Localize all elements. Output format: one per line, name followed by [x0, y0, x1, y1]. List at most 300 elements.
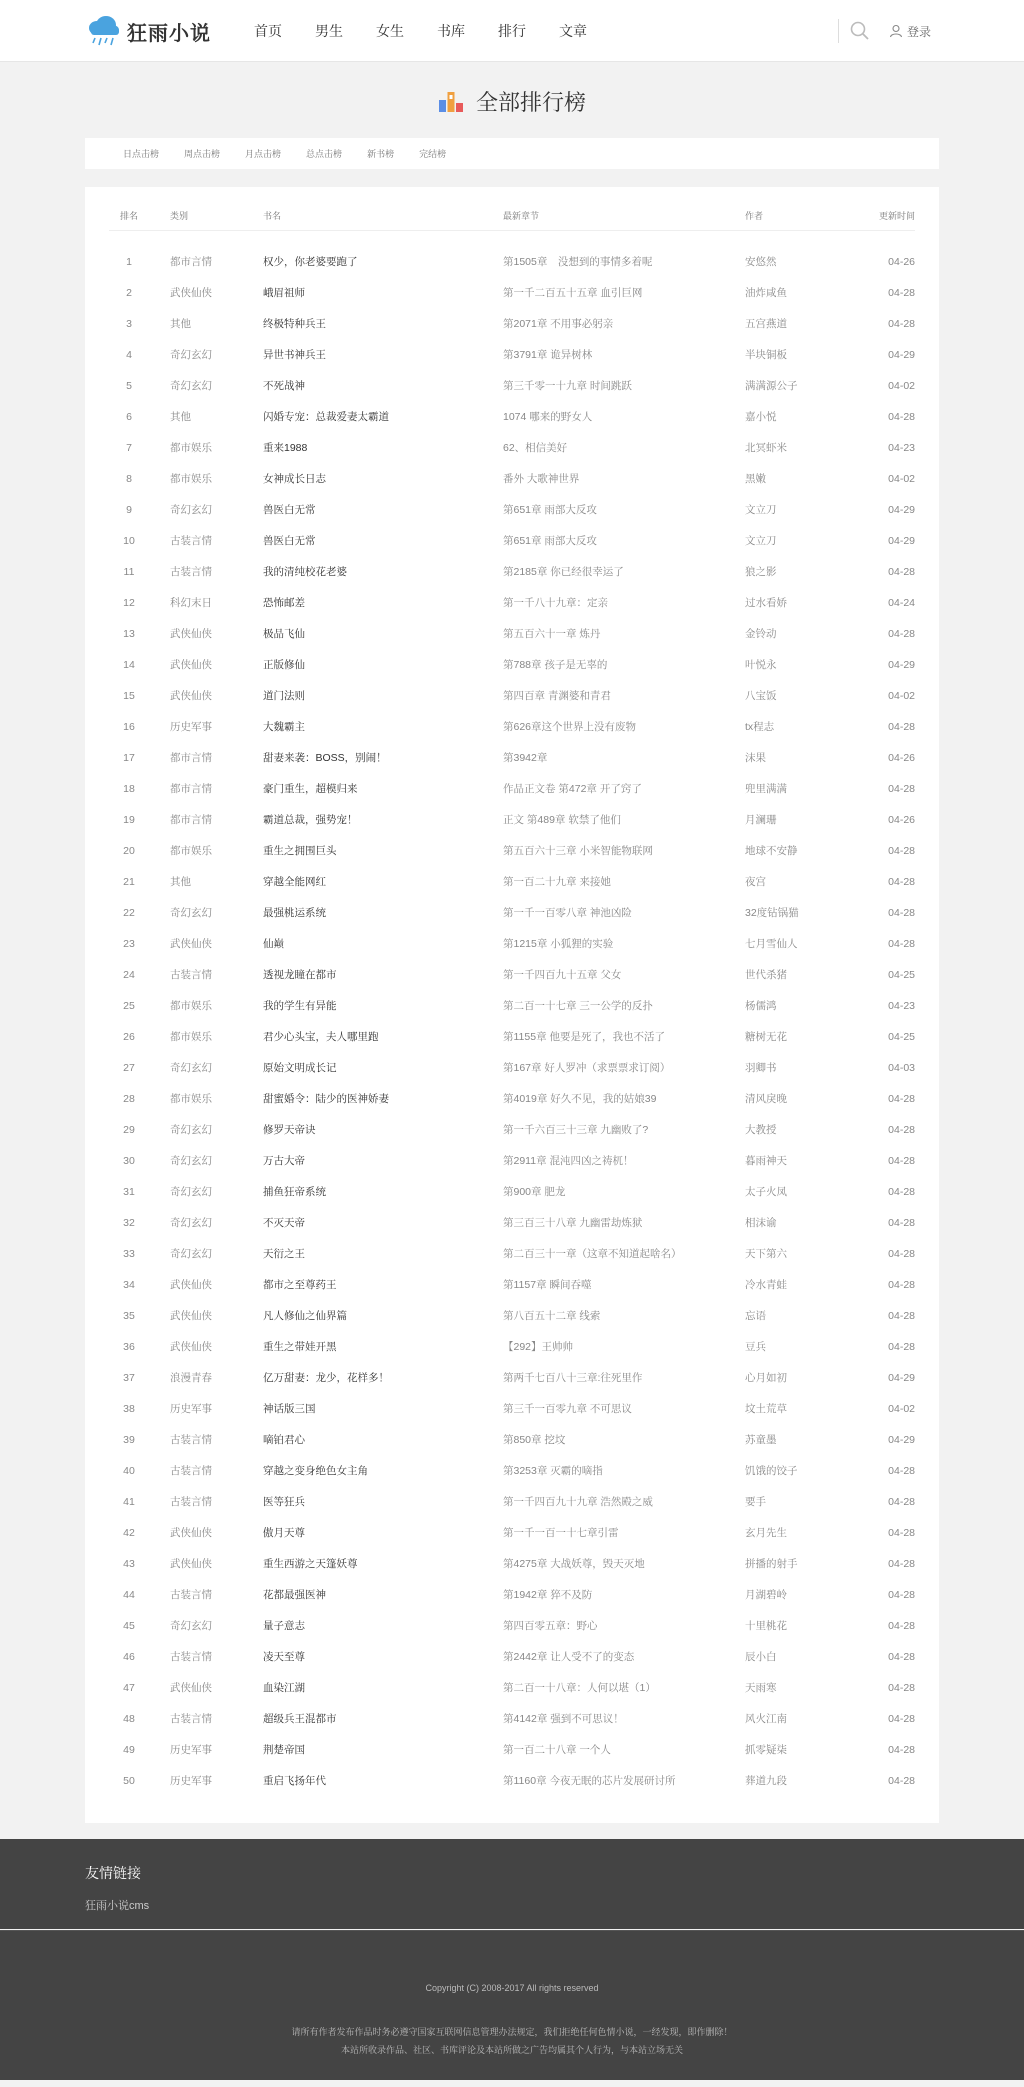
row-category[interactable]: 武侠仙侠 [170, 938, 212, 950]
row-rank: 10 [123, 535, 135, 547]
row-category[interactable]: 古装言情 [170, 1465, 212, 1477]
row-latest-chapter[interactable]: 作品正文卷 第472章 开了窍了 [503, 783, 642, 795]
row-category[interactable]: 都市娱乐 [170, 442, 212, 454]
row-latest-chapter[interactable]: 第1160章 今夜无眠的芯片发展研讨所 [503, 1775, 676, 1787]
row-latest-chapter[interactable]: 第3942章 [503, 752, 548, 764]
row-author[interactable]: 月澜珊 [745, 814, 777, 826]
table-row [85, 774, 939, 805]
row-book-title[interactable]: 女神成长日志 [263, 473, 326, 485]
row-latest-chapter[interactable]: 正文 第489章 软禁了他们 [503, 814, 621, 826]
row-author[interactable]: 八宝饭 [745, 690, 777, 702]
row-update-time: 04-29 [888, 535, 915, 547]
row-author[interactable]: 月湖碧岭 [745, 1589, 787, 1601]
row-category[interactable]: 历史军事 [170, 1403, 212, 1415]
row-book-title[interactable]: 凡人修仙之仙界篇 [263, 1310, 347, 1322]
nav-home[interactable]: 首页 [254, 23, 282, 39]
row-latest-chapter[interactable]: 第二百一十七章 三一公学的反扑 [503, 1000, 653, 1012]
row-book-title[interactable]: 重来1988 [263, 442, 308, 454]
row-category[interactable]: 其他 [170, 411, 191, 423]
row-category[interactable]: 古装言情 [170, 1589, 212, 1601]
table-row [85, 1146, 939, 1177]
row-author[interactable]: 玄月先生 [745, 1527, 787, 1539]
row-rank: 36 [123, 1341, 135, 1353]
row-book-title[interactable]: 权少，你老婆要跑了 [263, 256, 358, 268]
row-update-time: 04-28 [888, 1124, 915, 1136]
table-row [85, 805, 939, 836]
row-rank: 4 [126, 349, 132, 361]
row-category[interactable]: 武侠仙侠 [170, 1341, 212, 1353]
table-row [85, 1363, 939, 1394]
row-latest-chapter[interactable]: 第626章这个世界上没有废物 [503, 721, 637, 733]
row-author[interactable]: 安悠然 [745, 256, 777, 268]
nav-library[interactable]: 书库 [437, 23, 465, 39]
row-latest-chapter[interactable]: 第850章 挖坟 [503, 1434, 566, 1446]
row-author[interactable]: 天下第六 [745, 1248, 787, 1260]
row-author[interactable]: 辰小白 [745, 1651, 777, 1663]
row-author[interactable]: 要手 [745, 1496, 766, 1508]
row-book-title[interactable]: 霸道总裁，强势宠！ [263, 814, 358, 826]
row-update-time: 04-28 [888, 1527, 915, 1539]
row-category[interactable]: 都市言情 [170, 752, 212, 764]
row-rank: 12 [123, 597, 135, 609]
table-row [85, 1549, 939, 1580]
row-book-title[interactable]: 终极特种兵王 [263, 318, 326, 330]
row-category[interactable]: 科幻末日 [170, 597, 212, 609]
row-category[interactable]: 武侠仙侠 [170, 1682, 212, 1694]
page-title [0, 84, 1024, 118]
row-rank: 32 [123, 1217, 135, 1229]
row-latest-chapter[interactable]: 第一千八十九章：定亲 [503, 597, 608, 609]
search-icon[interactable] [849, 20, 871, 42]
row-book-title[interactable]: 花都最强医神 [263, 1589, 326, 1601]
tab-weekly-clicks[interactable]: 周点击榜 [184, 149, 221, 159]
table-row [85, 929, 939, 960]
row-book-title[interactable]: 捕鱼狂帝系统 [263, 1186, 326, 1198]
row-latest-chapter[interactable]: 第2071章 不用事必躬亲 [503, 318, 614, 330]
user-icon [889, 24, 903, 38]
row-update-time: 04-28 [888, 287, 915, 299]
row-rank: 21 [123, 876, 135, 888]
row-book-title[interactable]: 正版修仙 [263, 659, 305, 671]
row-book-title[interactable]: 大魏霸主 [263, 721, 305, 733]
row-category[interactable]: 古装言情 [170, 1651, 212, 1663]
row-book-title[interactable]: 天衍之王 [263, 1248, 305, 1260]
login-link[interactable] [889, 23, 931, 40]
row-latest-chapter[interactable]: 第一千一百一十七章引雷 [503, 1527, 619, 1539]
row-author[interactable]: 大教授 [745, 1124, 777, 1136]
row-author[interactable]: 太子火凤 [745, 1186, 787, 1198]
row-latest-chapter[interactable]: 第一千一百零八章 神池凶险 [503, 907, 632, 919]
row-category[interactable]: 奇幻玄幻 [170, 1186, 212, 1198]
friend-links-title: 友情链接 [85, 1865, 141, 1881]
row-latest-chapter[interactable]: 1074 哪来的野女人 [503, 411, 593, 423]
row-update-time: 04-28 [888, 318, 915, 330]
row-update-time: 04-28 [888, 1558, 915, 1570]
row-book-title[interactable]: 闪婚专宠：总裁爱妻太霸道 [263, 411, 389, 423]
row-latest-chapter[interactable]: 62、相信美好 [503, 442, 568, 454]
row-latest-chapter[interactable]: 第788章 孩子是无辜的 [503, 659, 608, 671]
row-author[interactable]: 杨儒鸿 [745, 1000, 777, 1012]
row-latest-chapter[interactable]: 第2185章 你已经很幸运了 [503, 566, 624, 578]
row-book-title[interactable]: 荆楚帝国 [263, 1744, 305, 1756]
row-author[interactable]: 饥饿的饺子 [745, 1465, 798, 1477]
row-rank: 31 [123, 1186, 135, 1198]
row-latest-chapter[interactable]: 第二百一十八章：人何以堪（1） [503, 1682, 656, 1694]
row-category[interactable]: 奇幻玄幻 [170, 1062, 212, 1074]
tab-new-books[interactable]: 新书榜 [367, 149, 395, 159]
row-book-title[interactable]: 傲月天尊 [263, 1527, 305, 1539]
row-update-time: 04-24 [888, 597, 915, 609]
row-latest-chapter[interactable]: 第651章 雨部大反攻 [503, 504, 597, 516]
row-update-time: 04-02 [888, 1403, 915, 1415]
row-category[interactable]: 奇幻玄幻 [170, 380, 212, 392]
row-author[interactable]: 夜宫 [745, 876, 766, 888]
table-row [85, 619, 939, 650]
row-latest-chapter[interactable]: 第4275章 大战妖尊，毁天灭地 [503, 1558, 645, 1570]
row-latest-chapter[interactable]: 第3253章 灭霸的嘀指 [503, 1465, 603, 1477]
row-author[interactable]: 心月如初 [745, 1372, 787, 1384]
row-author[interactable]: 坟土荒草 [745, 1403, 787, 1415]
row-book-title[interactable]: 不灭天帝 [263, 1217, 305, 1229]
row-rank: 30 [123, 1155, 135, 1167]
row-latest-chapter[interactable]: 第1155章 他要是死了，我也不活了 [503, 1031, 665, 1043]
row-rank: 29 [123, 1124, 135, 1136]
row-author[interactable]: 暮雨神天 [745, 1155, 787, 1167]
row-category[interactable]: 古装言情 [170, 969, 212, 981]
row-latest-chapter[interactable]: 第1157章 瞬间吞噬 [503, 1279, 592, 1291]
row-book-title[interactable]: 原始文明成长记 [263, 1062, 337, 1074]
row-author[interactable]: 兜里满满 [745, 783, 787, 795]
row-author[interactable]: 北冥虾米 [745, 442, 787, 454]
row-latest-chapter[interactable]: 第三千一百零九章 不可思议 [503, 1403, 632, 1415]
row-book-title[interactable]: 不死战神 [263, 380, 305, 392]
row-rank: 7 [126, 442, 132, 454]
row-book-title[interactable]: 仙巅 [263, 938, 284, 950]
nav-ranking[interactable]: 排行 [498, 23, 526, 39]
row-latest-chapter[interactable]: 第一千四百九十五章 父女 [503, 969, 622, 981]
row-update-time: 04-02 [888, 473, 915, 485]
row-update-time: 04-28 [888, 721, 915, 733]
row-author[interactable]: 葬道九段 [745, 1775, 787, 1787]
row-category[interactable]: 古装言情 [170, 1713, 212, 1725]
row-book-title[interactable]: 最强桃运系统 [263, 907, 326, 919]
row-author[interactable]: 过水看娇 [745, 597, 787, 609]
row-author[interactable]: 满满源公子 [745, 380, 798, 392]
row-rank: 42 [123, 1527, 135, 1539]
row-book-title[interactable]: 极品飞仙 [263, 628, 305, 640]
row-author[interactable]: 地球不安静 [745, 845, 798, 857]
row-book-title[interactable]: 甜妻来袭：BOSS，别闹！ [263, 752, 387, 764]
row-category[interactable]: 古装言情 [170, 535, 212, 547]
row-author[interactable]: 叶悦永 [745, 659, 777, 671]
row-book-title[interactable]: 透视龙瞳在都市 [263, 969, 337, 981]
header-rank: 排名 [119, 211, 138, 221]
row-rank: 49 [123, 1744, 135, 1756]
row-category[interactable]: 武侠仙侠 [170, 287, 212, 299]
row-book-title[interactable]: 血染江湖 [263, 1682, 305, 1694]
row-book-title[interactable]: 道门法则 [263, 690, 305, 702]
row-rank: 47 [123, 1682, 135, 1694]
site-footer [0, 1930, 1024, 2080]
table-row [85, 278, 939, 309]
table-row [85, 1270, 939, 1301]
header-actions [838, 18, 931, 44]
row-rank: 45 [123, 1620, 135, 1632]
row-author[interactable]: 金铃动 [745, 628, 777, 640]
row-category[interactable]: 古装言情 [170, 1496, 212, 1508]
row-author[interactable]: 天雨寒 [745, 1682, 777, 1694]
row-category[interactable]: 奇幻玄幻 [170, 1124, 212, 1136]
row-author[interactable]: 清风戾晚 [745, 1093, 787, 1105]
row-latest-chapter[interactable]: 第3791章 诡异树林 [503, 349, 593, 361]
row-author[interactable]: 七月雪仙人 [745, 938, 798, 950]
row-author[interactable]: 半块铜板 [745, 349, 787, 361]
row-author[interactable]: 沫果 [745, 752, 766, 764]
row-rank: 19 [123, 814, 135, 826]
row-latest-chapter[interactable]: 第四百章 青渊婆和青君 [503, 690, 611, 702]
tab-completed[interactable]: 完结榜 [419, 149, 447, 159]
row-latest-chapter[interactable]: 第一百二十九章 来接她 [503, 876, 611, 888]
row-author[interactable]: 苏童墨 [745, 1434, 777, 1446]
row-rank: 2 [126, 287, 132, 299]
table-row [85, 402, 939, 433]
row-book-title[interactable]: 峨眉祖师 [263, 287, 305, 299]
row-author[interactable]: 冷水青蛙 [745, 1279, 787, 1291]
table-row [85, 588, 939, 619]
row-category[interactable]: 都市言情 [170, 783, 212, 795]
row-category[interactable]: 武侠仙侠 [170, 690, 212, 702]
row-category[interactable]: 都市娱乐 [170, 473, 212, 485]
row-author[interactable]: 黑嫩 [745, 473, 766, 485]
row-book-title[interactable]: 神话版三国 [263, 1403, 316, 1415]
row-latest-chapter[interactable]: 番外 大歌神世界 [503, 473, 580, 485]
divider [838, 19, 839, 43]
row-book-title[interactable]: 重启飞扬年代 [263, 1775, 326, 1787]
row-book-title[interactable]: 万古大帝 [263, 1155, 305, 1167]
row-author[interactable]: 文立刀 [745, 535, 777, 547]
row-category[interactable]: 古装言情 [170, 566, 212, 578]
row-author[interactable]: 糖树无花 [745, 1031, 787, 1043]
tab-daily-clicks[interactable]: 日点击榜 [123, 149, 160, 159]
row-latest-chapter[interactable]: 第五百六十一章 炼丹 [503, 628, 601, 640]
row-rank: 16 [123, 721, 135, 733]
row-category[interactable]: 奇幻玄幻 [170, 349, 212, 361]
row-category[interactable]: 武侠仙侠 [170, 659, 212, 671]
row-author[interactable]: 油炸咸鱼 [745, 287, 787, 299]
row-rank: 23 [123, 938, 135, 950]
row-update-time: 04-28 [888, 411, 915, 423]
table-row [85, 898, 939, 929]
row-update-time: 04-28 [888, 1279, 915, 1291]
row-book-title[interactable]: 豪门重生，超模归来 [263, 783, 358, 795]
row-latest-chapter[interactable]: 第一百二十八章 一个人 [503, 1744, 611, 1756]
row-category[interactable]: 其他 [170, 876, 191, 888]
row-category[interactable]: 奇幻玄幻 [170, 1248, 212, 1260]
row-rank: 37 [123, 1372, 135, 1384]
row-book-title[interactable]: 嘀铂君心 [263, 1434, 305, 1446]
row-latest-chapter[interactable]: 第1215章 小狐狸的实验 [503, 938, 614, 950]
row-author[interactable]: tx程志 [745, 721, 775, 733]
row-book-title[interactable]: 凌天至尊 [263, 1651, 305, 1663]
row-author[interactable]: 五宫燕道 [745, 318, 787, 330]
row-category[interactable]: 历史军事 [170, 1744, 212, 1756]
row-category[interactable]: 武侠仙侠 [170, 1310, 212, 1322]
row-author[interactable]: 羽卿书 [745, 1062, 777, 1074]
row-category[interactable]: 武侠仙侠 [170, 628, 212, 640]
table-row [85, 1673, 939, 1704]
row-latest-chapter[interactable]: 第一千二百五十五章 血引巨网 [503, 287, 643, 299]
row-update-time: 04-28 [888, 566, 915, 578]
cloud-rain-icon [85, 14, 121, 48]
row-latest-chapter[interactable]: 第651章 雨部大反攻 [503, 535, 597, 547]
row-category[interactable]: 奇幻玄幻 [170, 907, 212, 919]
row-rank: 6 [126, 411, 132, 423]
row-book-title[interactable]: 重生之带娃开黑 [263, 1341, 337, 1353]
friend-link[interactable]: 狂雨小说cms [85, 1900, 150, 1912]
row-author[interactable]: 豆兵 [745, 1341, 766, 1353]
site-logo[interactable] [85, 14, 211, 48]
row-category[interactable]: 浪漫青春 [170, 1372, 212, 1384]
row-category[interactable]: 武侠仙侠 [170, 1279, 212, 1291]
row-rank: 22 [123, 907, 135, 919]
table-row [85, 1053, 939, 1084]
row-latest-chapter[interactable]: 第一千四百九十九章 浩然殿之威 [503, 1496, 653, 1508]
row-latest-chapter[interactable]: 第1942章 猝不及防 [503, 1589, 593, 1601]
nav-male[interactable]: 男生 [315, 23, 343, 39]
table-row [85, 1518, 939, 1549]
row-category[interactable]: 奇幻玄幻 [170, 1217, 212, 1229]
row-latest-chapter[interactable]: 第4142章 强到不可思议！ [503, 1713, 624, 1725]
row-category[interactable]: 都市娱乐 [170, 1031, 212, 1043]
row-update-time: 04-28 [888, 628, 915, 640]
row-category[interactable]: 都市娱乐 [170, 1000, 212, 1012]
row-book-title[interactable]: 量子意志 [263, 1620, 305, 1632]
tab-total-clicks[interactable]: 总点击榜 [306, 149, 343, 159]
nav-articles[interactable]: 文章 [559, 23, 587, 39]
row-author[interactable]: 文立刀 [745, 504, 777, 516]
row-rank: 5 [126, 380, 132, 392]
row-author[interactable]: 嘉小悦 [745, 411, 777, 423]
row-book-title[interactable]: 修罗天帝诀 [263, 1124, 316, 1136]
row-category[interactable]: 都市娱乐 [170, 845, 212, 857]
row-book-title[interactable]: 穿越全能网红 [263, 876, 326, 888]
row-author[interactable]: 32度钻锅猫 [745, 907, 799, 919]
row-update-time: 04-26 [888, 752, 915, 764]
nav-female[interactable]: 女生 [376, 23, 404, 39]
row-latest-chapter[interactable]: 第两千七百八十三章:往死里作 [503, 1372, 643, 1384]
row-author[interactable]: 十里桃花 [745, 1620, 787, 1632]
row-latest-chapter[interactable]: 第二百三十一章（这章不知道起啥名） [503, 1248, 682, 1260]
table-row [85, 650, 939, 681]
row-book-title[interactable]: 重生西游之天篷妖尊 [263, 1558, 358, 1570]
tab-monthly-clicks[interactable]: 月点击榜 [245, 149, 282, 159]
row-update-time: 04-28 [888, 1248, 915, 1260]
row-category[interactable]: 奇幻玄幻 [170, 504, 212, 516]
row-book-title[interactable]: 君少心头宝，夫人哪里跑 [263, 1031, 379, 1043]
row-rank: 39 [123, 1434, 135, 1446]
row-book-title[interactable]: 亿万甜妻：龙少，花样多！ [263, 1372, 389, 1384]
row-book-title[interactable]: 恐怖邮差 [263, 597, 305, 609]
row-latest-chapter[interactable]: 第167章 好人罗冲（求票票求订阅） [503, 1062, 671, 1074]
row-author[interactable]: 狼之影 [745, 566, 777, 578]
row-latest-chapter[interactable]: 第三百三十八章 九幽雷劫炼狱 [503, 1217, 643, 1229]
row-category[interactable]: 武侠仙侠 [170, 1558, 212, 1570]
row-rank: 46 [123, 1651, 135, 1663]
row-latest-chapter[interactable]: 第五百六十三章 小米智能物联网 [503, 845, 653, 857]
row-author[interactable]: 拼播的射手 [745, 1558, 798, 1570]
table-row [85, 1239, 939, 1270]
row-latest-chapter[interactable]: 第八百五十二章 线索 [503, 1310, 601, 1322]
footer-notice-1: 请所有作者发布作品时务必遵守国家互联网信息管理办法规定，我们拒绝任何色情小说，一经发现，即作删除！ [291, 2027, 733, 2037]
row-book-title[interactable]: 我的清纯校花老婆 [263, 566, 347, 578]
row-category[interactable]: 其他 [170, 318, 191, 330]
row-book-title[interactable]: 兽医白无常 [263, 504, 316, 516]
row-rank: 28 [123, 1093, 135, 1105]
row-update-time: 04-28 [888, 1744, 915, 1756]
row-category[interactable]: 古装言情 [170, 1434, 212, 1446]
row-book-title[interactable]: 重生之拥围巨头 [263, 845, 337, 857]
row-rank: 44 [123, 1589, 135, 1601]
row-category[interactable]: 奇幻玄幻 [170, 1620, 212, 1632]
row-update-time: 04-28 [888, 938, 915, 950]
row-category[interactable]: 武侠仙侠 [170, 1527, 212, 1539]
row-category[interactable]: 都市娱乐 [170, 1093, 212, 1105]
row-book-title[interactable]: 都市之至尊药王 [263, 1279, 337, 1291]
row-book-title[interactable]: 兽医白无常 [263, 535, 316, 547]
row-latest-chapter[interactable]: 第2911章 混沌四凶之祷杌！ [503, 1155, 634, 1167]
table-row [85, 1611, 939, 1642]
row-latest-chapter[interactable]: 第一千六百三十三章 九幽败了? [503, 1124, 649, 1136]
row-book-title[interactable]: 甜蜜婚令：陆少的医神娇妻 [263, 1093, 389, 1105]
row-update-time: 04-26 [888, 814, 915, 826]
row-category[interactable]: 都市言情 [170, 256, 212, 268]
row-rank: 48 [123, 1713, 135, 1725]
row-category[interactable]: 历史军事 [170, 1775, 212, 1787]
row-latest-chapter[interactable]: 第900章 肥龙 [503, 1186, 566, 1198]
row-latest-chapter[interactable]: 第1505章 没想到的事情多着呢 [503, 256, 653, 268]
row-update-time: 04-23 [888, 1000, 915, 1012]
row-author[interactable]: 相沫谕 [745, 1217, 777, 1229]
row-author[interactable]: 风火江南 [745, 1713, 787, 1725]
row-book-title[interactable]: 我的学生有异能 [263, 1000, 337, 1012]
row-latest-chapter[interactable]: 第三千零一十九章 时间跳跃 [503, 380, 632, 392]
row-latest-chapter[interactable]: 第4019章 好久不见，我的姑娘39 [503, 1093, 657, 1105]
table-row [85, 1766, 939, 1797]
row-book-title[interactable]: 异世书神兵王 [263, 349, 326, 361]
row-latest-chapter[interactable]: 第2442章 让人受不了的变态 [503, 1651, 635, 1663]
row-category[interactable]: 奇幻玄幻 [170, 1155, 212, 1167]
row-category[interactable]: 历史军事 [170, 721, 212, 733]
row-author[interactable]: 抓零疑柒 [745, 1744, 787, 1756]
row-author[interactable]: 忘语 [745, 1310, 766, 1322]
table-row [85, 340, 939, 371]
row-update-time: 04-28 [888, 1651, 915, 1663]
header-update-time: 更新时间 [878, 211, 915, 221]
row-latest-chapter[interactable]: 【292】王帅帅 [503, 1341, 574, 1353]
row-book-title[interactable]: 超级兵王混都市 [263, 1713, 337, 1725]
row-update-time: 04-29 [888, 504, 915, 516]
row-latest-chapter[interactable]: 第四百零五章：野心 [503, 1620, 598, 1632]
ranking-table [85, 187, 939, 1823]
table-row [85, 1177, 939, 1208]
table-row [85, 960, 939, 991]
row-category[interactable]: 都市言情 [170, 814, 212, 826]
row-author[interactable]: 世代杀猪 [745, 969, 787, 981]
row-rank: 15 [123, 690, 135, 702]
row-rank: 35 [123, 1310, 135, 1322]
row-book-title[interactable]: 穿越之变身绝色女主角 [263, 1465, 368, 1477]
row-book-title[interactable]: 医等狂兵 [263, 1496, 305, 1508]
